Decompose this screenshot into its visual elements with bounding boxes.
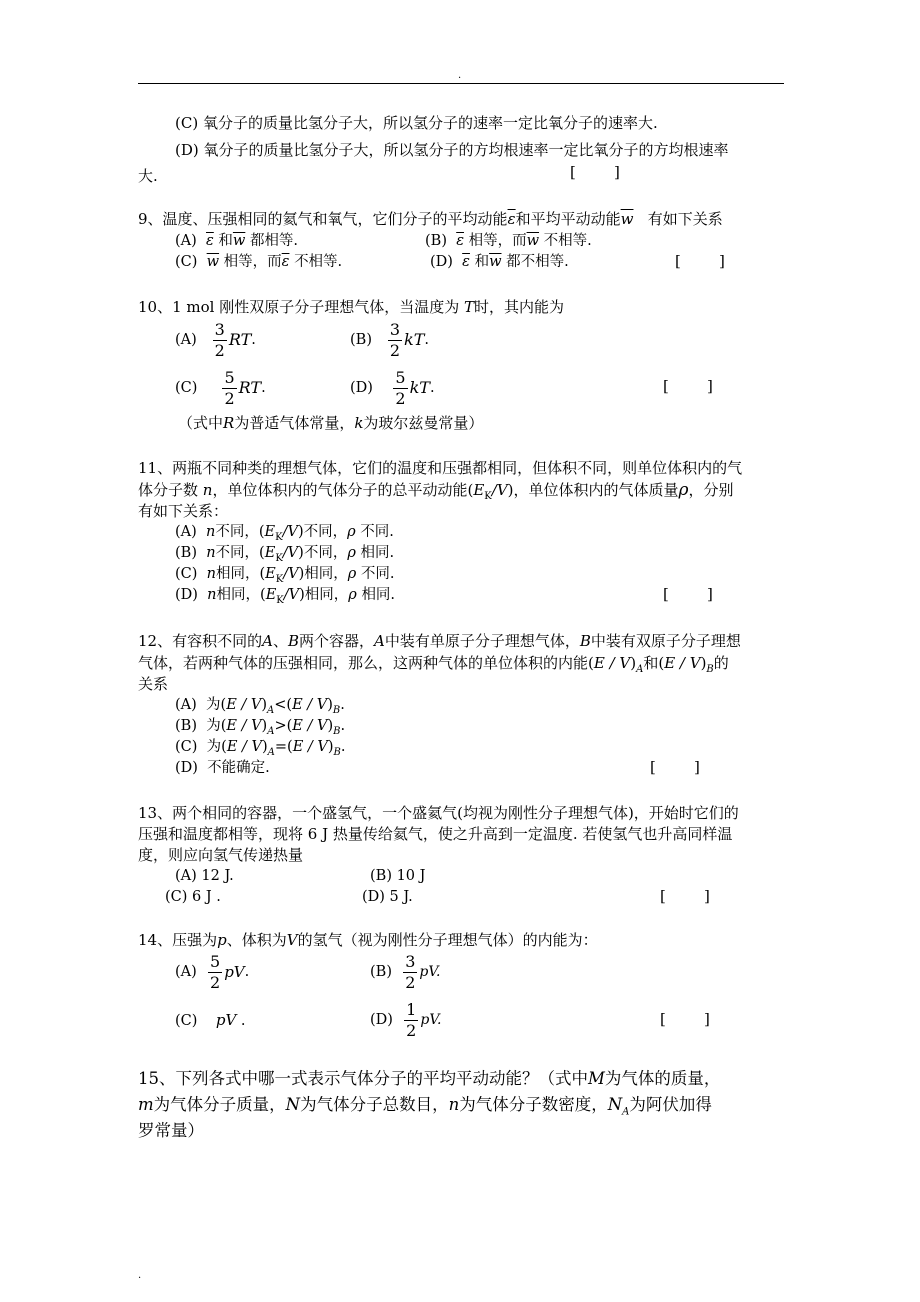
q12-a-subA: A (267, 704, 275, 716)
q12-b-end: . (340, 718, 346, 734)
q12-c-label: (C) (175, 739, 198, 755)
q11-a-E: E (264, 524, 276, 540)
q11-a-rho: ρ (347, 524, 356, 540)
q10-a-RT: RT (228, 330, 252, 349)
q13-line3: 度，则应向氢气传递热量 (138, 846, 304, 864)
q12-A1: A (262, 632, 273, 650)
q14-option-d (370, 998, 441, 1042)
q14-b-fraction (403, 952, 417, 993)
q14-b-den: 2 (405, 972, 416, 992)
q12-c-end: . (340, 739, 346, 755)
q9-d-tail: 都不相等. (506, 254, 569, 270)
q10-note-b: 为普适气体常量， (234, 414, 355, 432)
q11-l2d: ，分别 (688, 481, 734, 499)
q9-b-eps: $\overline{\varepsilon}$ (456, 233, 464, 249)
q15-Asub: A (622, 1106, 630, 1118)
q10-stem (138, 297, 564, 317)
q9-c-eps: $\overline{\varepsilon}$ (281, 254, 290, 270)
q11-d-E: E (265, 587, 277, 603)
q11-b-K: K (275, 552, 283, 564)
q9-a-label: (A) (175, 233, 197, 249)
q11-d-rho: ρ (348, 587, 357, 603)
q11-line1: 11、两瓶不同种类的理想气体，它们的温度和压强都相同，但体积不同，则单位体积内的气 (138, 459, 743, 477)
q12-B2: B (579, 632, 591, 650)
q15-n: n (448, 1095, 460, 1114)
q12-c-subA: A (267, 746, 275, 758)
q9-stem-c: 有如下关系 (647, 210, 723, 228)
q11-a-p2: )不同， (297, 524, 348, 540)
q10-note (178, 413, 483, 433)
q10-note-R: R (223, 414, 235, 432)
q12-a-wei: 为( (206, 697, 227, 713)
q9-answer-bracket[interactable]: [ ] (675, 252, 725, 270)
q13-line2: 压强和温度都相等，现将 6 J 热量传给氦气，使之升高到一定温度. 若使氢气也升高同样温 (138, 825, 733, 843)
q11-d-p2: )相同， (299, 587, 349, 603)
q11-E: E (473, 481, 485, 499)
q12-a-rp1: ) (261, 697, 268, 713)
q10-stem-a: 10、1 mol 刚性双原子分子理想气体，当温度为 (138, 298, 460, 316)
q15-l2d: 为阿伏加得 (629, 1095, 712, 1114)
q9-c-w: $\overline{w}$ (206, 254, 220, 270)
q14-c-dot: . (240, 1013, 246, 1029)
q12-l2e: 的 (713, 654, 729, 672)
q14-b-num: 3 (405, 951, 416, 971)
q14-option-a (175, 950, 249, 994)
q11-b-V: /V (282, 545, 299, 561)
q12-l1e: 中装有双原子分子理想 (590, 632, 741, 650)
q8-option-d-line2: 大. (138, 167, 158, 185)
q10-c-num: 5 (224, 367, 235, 387)
q12-l1b: 、 (272, 632, 288, 650)
q14-stem-a: 14、压强为 (138, 931, 218, 949)
q11-b-p3: 相同. (360, 545, 395, 561)
q12-A2: A (374, 632, 385, 650)
q11-d-label: (D) (175, 587, 198, 603)
q12-l1c: 两个容器， (298, 632, 374, 650)
q11-option-d (175, 585, 395, 611)
q10-T: T (464, 298, 475, 316)
q12-l1a: 12、有容积不同的 (138, 632, 263, 650)
q9-b-w: $\overline{w}$ (526, 233, 540, 249)
q8-option-d-line1: (D) 氧分子的质量比氢分子大，所以氢分子的方均根速率一定比氧分子的方均根速率 (175, 141, 729, 159)
q11-c-rho: ρ (347, 566, 357, 582)
q11-b-E: E (264, 545, 276, 561)
q12-l2b: ) (630, 654, 637, 672)
q12-c-rp2: ) (327, 739, 334, 755)
q10-b-dot: . (424, 332, 429, 348)
footer-dot: . (138, 1270, 142, 1281)
q11-line3: 有如下关系： (138, 502, 229, 520)
q10-option-a (175, 318, 256, 362)
q12-b-EV1: E / V (226, 718, 262, 734)
q9-a-w: $\overline{w}$ (232, 233, 246, 249)
q13-line1: 13、两个相同的容器，一个盛氢气，一个盛氦气(均视为刚性分子理想气体)，开始时它们的 (138, 804, 739, 822)
q10-d-kT: kT (409, 378, 430, 397)
q14-d-pV: pV. (420, 1012, 442, 1028)
q10-option-b (350, 318, 429, 362)
q12-l2c: 和( (643, 654, 665, 672)
q12-b-label: (B) (175, 718, 197, 734)
q11-a-label: (A) (175, 524, 197, 540)
q10-stem-b: 时，其内能为 (474, 298, 565, 316)
q12-b-subA: A (267, 725, 275, 737)
q12-b-subB: B (333, 725, 341, 737)
q12-l2a: 气体，若两种气体的压强相同，那么，这两种气体的单位体积的内能( (138, 654, 594, 672)
q11-a-V: /V (282, 524, 298, 540)
q9-option-a (175, 231, 298, 251)
q12-b-op: >( (274, 718, 293, 734)
q10-note-a: （式中 (178, 414, 224, 432)
q12-c-EV2: E / V (292, 739, 328, 755)
q15-line2 (138, 1095, 712, 1122)
q12-c-wei: 为( (206, 739, 227, 755)
q13-option-a: (A) 12 J. (175, 868, 234, 884)
q10-note-c: 为玻尔兹曼常量） (363, 414, 484, 432)
q9-stem-a: 9、温度、压强相同的氦气和氧气，它们分子的平均动能 (138, 210, 508, 228)
q14-stem (138, 930, 598, 950)
q14-a-dot: . (244, 964, 250, 980)
q11-d-V: /V (283, 587, 300, 603)
q12-EV1: E / V (593, 654, 631, 672)
q10-d-fraction (393, 368, 407, 409)
q9-d-label: (D) (430, 254, 453, 270)
q11-d-p1: 相同，( (216, 587, 266, 603)
q12-line1 (138, 631, 741, 651)
q14-option-b (370, 950, 440, 994)
q14-stem-c: 的氢气（视为刚性分子理想气体）的内能为： (297, 931, 598, 949)
q12-option-d (175, 758, 270, 778)
q12-subB: B (706, 664, 714, 675)
q14-d-num: 1 (406, 999, 417, 1019)
q11-slashV: /V (491, 481, 508, 499)
q10-answer-bracket[interactable]: [ ] (663, 377, 713, 395)
q10-b-fraction (388, 320, 402, 361)
q9-option-c (175, 252, 342, 272)
q11-b-n: n (206, 545, 216, 561)
q12-a-label: (A) (175, 697, 197, 713)
q14-b-pV: pV. (419, 964, 441, 980)
q10-b-num: 3 (389, 319, 400, 339)
q13-option-d: (D) 5 J. (362, 889, 413, 905)
q9-w: $\overline{w}$ (620, 210, 634, 228)
q11-d-p3: 相同. (361, 587, 396, 603)
q11-l2a: 体分子数 (138, 481, 199, 499)
q10-option-c (175, 366, 266, 410)
q9-epsilon: $\overline{\varepsilon}$ (507, 210, 516, 228)
q15-NA: N (607, 1095, 623, 1114)
q10-c-dot: . (261, 380, 266, 396)
q10-note-k: k (354, 414, 364, 432)
q11-rho: ρ (678, 480, 689, 500)
q14-c-pV: pV (215, 1011, 237, 1029)
q15-N: N (285, 1095, 301, 1114)
q11-c-p1: 相同，( (215, 566, 266, 582)
q13-answer-bracket[interactable]: [ ] (660, 887, 710, 905)
q12-a-end: . (340, 697, 345, 713)
q9-stem-b: 和平均平动动能 (515, 210, 621, 228)
q14-p: p (217, 931, 227, 949)
q11-c-K: K (275, 573, 284, 585)
q13-option-c: (C) 6 J . (165, 889, 221, 905)
q14-a-pV: pV (224, 963, 245, 981)
q10-b-kT: kT (404, 330, 425, 349)
q11-c-n: n (206, 566, 216, 582)
q11-l2c: )，单位体积内的气体质量 (507, 481, 679, 499)
q12-subA: A (636, 664, 644, 675)
q10-b-label: (B) (350, 332, 372, 348)
q10-d-label: (D) (350, 380, 373, 396)
q11-c-V: /V (283, 566, 299, 582)
header-rule (138, 83, 784, 84)
q14-a-label: (A) (175, 964, 197, 980)
q15-l2b: 为气体分子总数目， (300, 1095, 449, 1114)
q10-a-num: 3 (214, 319, 225, 339)
q15-M: M (588, 1069, 605, 1088)
q15-m: m (138, 1095, 154, 1114)
q12-l2d: ) (700, 654, 707, 672)
q11-b-rho: ρ (347, 545, 356, 561)
q10-d-dot: . (429, 380, 435, 396)
q14-a-fraction (208, 952, 222, 993)
q12-a-op: <( (274, 697, 293, 713)
q12-answer-bracket[interactable]: [ ] (650, 758, 700, 776)
q10-b-den: 2 (389, 340, 400, 360)
q11-answer-bracket[interactable]: [ ] (663, 585, 713, 603)
q12-a-rp2: ) (327, 697, 333, 713)
q14-option-c (175, 1010, 246, 1031)
q11-b-p2: )不同， (298, 545, 348, 561)
q14-a-num: 5 (210, 951, 221, 971)
q14-b-label: (B) (370, 964, 392, 980)
q11-a-p3: 不同. (360, 524, 394, 540)
q10-a-label: (A) (175, 332, 197, 348)
q12-l1d: 中装有单原子分子理想气体， (384, 632, 580, 650)
q12-c-EV1: E / V (226, 739, 262, 755)
q11-l2b: ，单位体积内的气体分子的总平动动能( (212, 481, 474, 499)
header-dot: . (458, 70, 462, 81)
q14-stem-b: 、体积为 (226, 931, 287, 949)
q11-c-p2: )相同， (298, 566, 348, 582)
q9-d-eps: $\overline{\varepsilon}$ (462, 254, 470, 270)
q9-option-b (425, 231, 592, 251)
q12-c-op: =( (274, 739, 293, 755)
q9-c-tail: 不相等. (294, 254, 343, 270)
q10-a-den: 2 (214, 340, 225, 360)
q9-c-mid: 相等，而 (223, 254, 282, 270)
q10-c-den: 2 (224, 388, 235, 408)
q14-d-den: 2 (406, 1020, 417, 1040)
q10-a-fraction (213, 320, 227, 361)
q12-c-rp1: ) (261, 739, 268, 755)
q15-l1a: 15、下列各式中哪一式表示气体分子的平均平动动能？（式中 (138, 1069, 588, 1088)
q11-a-p1: 不同，( (215, 524, 265, 540)
q14-answer-bracket[interactable]: [ ] (660, 1010, 710, 1028)
q15-l2a: 为气体分子质量， (153, 1095, 286, 1114)
q8-option-c: (C) 氧分子的质量比氢分子大，所以氢分子的速率一定比氧分子的速率大. (175, 114, 658, 132)
q12-line3: 关系 (138, 675, 169, 693)
q11-c-E: E (265, 566, 276, 582)
q9-a-eps: $\overline{\varepsilon}$ (206, 233, 214, 249)
q12-b-rp2: ) (327, 718, 334, 734)
q8-answer-bracket[interactable]: [ ] (570, 163, 620, 181)
q15-l2c: 为气体分子数密度， (459, 1095, 608, 1114)
q9-b-label: (B) (425, 233, 447, 249)
q12-d-label: (D) (175, 760, 198, 776)
q10-c-RT: RT (238, 378, 262, 397)
q9-option-d (430, 252, 569, 272)
q9-b-tail: 不相等. (543, 233, 592, 249)
q12-EV2: E / V (664, 654, 701, 672)
q10-d-den: 2 (395, 388, 406, 408)
q14-a-den: 2 (210, 972, 221, 992)
q9-c-label: (C) (175, 254, 198, 270)
q12-c-subB: B (333, 746, 341, 758)
q14-c-label: (C) (175, 1013, 198, 1029)
q12-b-wei: 为( (206, 718, 227, 734)
q9-a-and: 和 (218, 233, 233, 249)
q12-b-rp1: ) (261, 718, 268, 734)
q10-option-d (350, 366, 435, 410)
q10-d-num: 5 (395, 367, 406, 387)
q11-K: K (484, 491, 492, 502)
q9-stem (138, 209, 723, 229)
q11-a-n: n (206, 524, 216, 540)
q12-line2 (138, 653, 729, 680)
q11-c-label: (C) (175, 566, 198, 582)
q9-d-w: $\overline{w}$ (489, 254, 502, 270)
q14-d-fraction (404, 1000, 418, 1041)
q12-a-EV2: E / V (292, 697, 328, 713)
q11-n: n (202, 481, 213, 499)
q11-c-p3: 不同. (360, 566, 395, 582)
q12-d-text: 不能确定. (207, 760, 270, 776)
q12-B1: B (287, 632, 299, 650)
q15-line3: 罗常量） (138, 1121, 204, 1140)
q10-c-label: (C) (175, 380, 198, 396)
q13-option-b: (B) 10 J (370, 868, 426, 884)
q10-c-fraction (222, 368, 236, 409)
q12-a-subB: B (332, 704, 341, 716)
q11-b-label: (B) (175, 545, 197, 561)
q11-d-K: K (276, 594, 284, 606)
q14-V: V (286, 931, 298, 949)
q11-a-K: K (275, 531, 283, 543)
q11-b-p1: 不同，( (215, 545, 265, 561)
q10-a-dot: . (251, 332, 256, 348)
q15-l1b: 为气体的质量， (604, 1069, 721, 1088)
q9-a-tail: 都相等. (249, 233, 299, 249)
q14-d-label: (D) (370, 1012, 393, 1028)
q15-line1 (138, 1069, 720, 1089)
q12-b-EV2: E / V (292, 718, 328, 734)
q12-a-EV1: E / V (226, 697, 262, 713)
q11-d-n: n (207, 587, 217, 603)
q9-b-mid: 相等，而 (468, 233, 527, 249)
q9-d-and: 和 (474, 254, 490, 270)
